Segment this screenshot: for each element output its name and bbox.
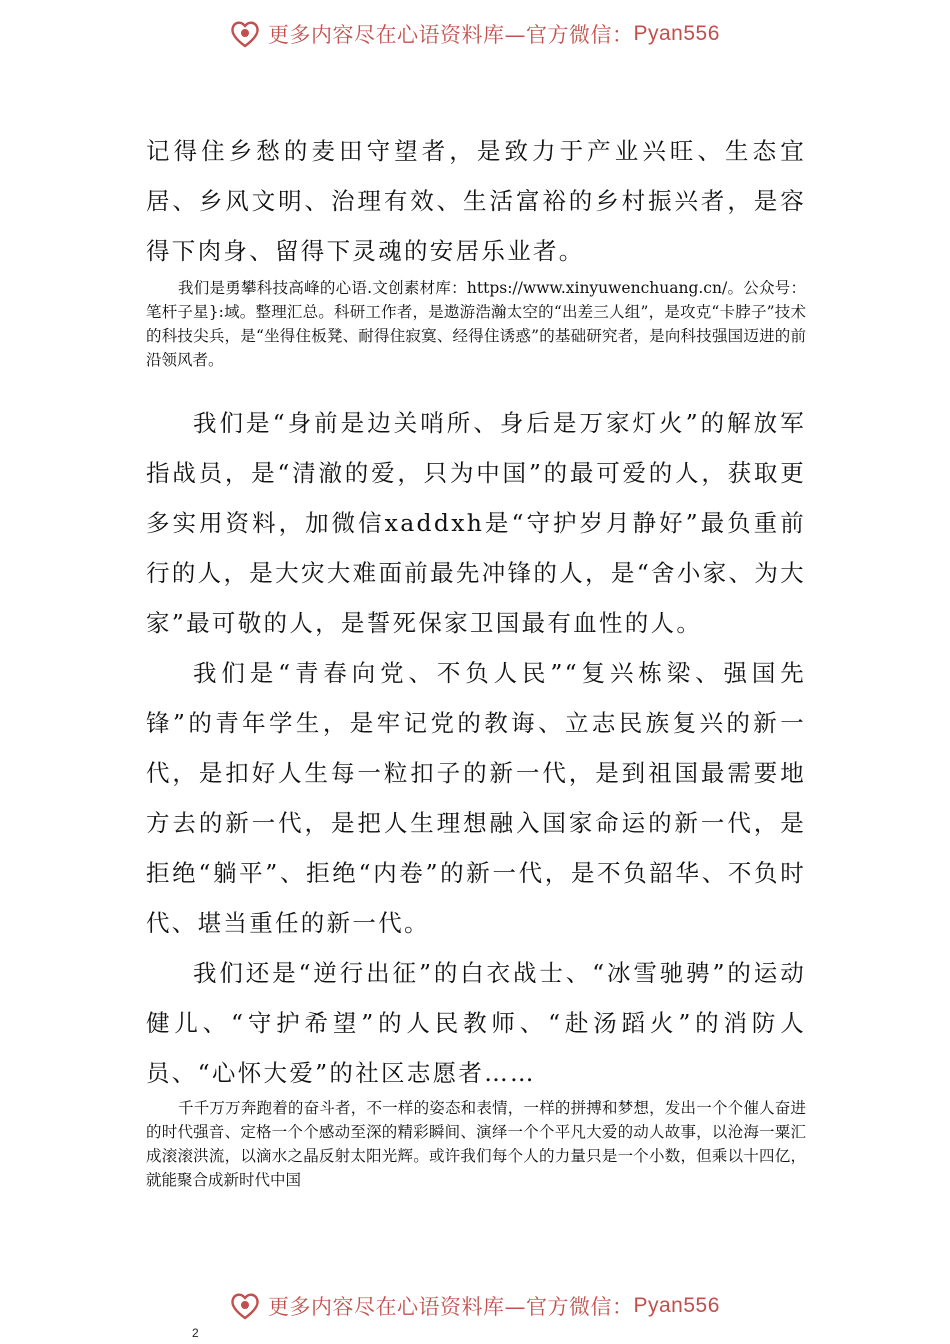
footer-banner-text: 更多内容尽在心语资料库—官方微信： [268,1295,634,1319]
paragraph-4-block [146,648,806,948]
paragraph-2: 我们是勇攀科技高峰的心语.文创素材库：https://www.xinyuwenchuang.cn/。公众号：笔杆子星}:域。整理汇总。科研工作者，是遨游浩瀚太空的“出差三人组”，是攻克“卡脖子”技术的科技尖兵，是“坐得住板凳、耐得住寂寞、经得住诱惑”的基础研究者，是向科技强国迈进的前沿领风者。 [146,279,807,369]
paragraph-1: 记得住乡愁的麦田守望者，是致力于产业兴旺、生态宜居、乡风文明、治理有效、生活富裕的乡村振兴者，是容得下肉身、留得下灵魂的安居乐业者。 [146,137,806,265]
footer-banner [228,1288,748,1324]
paragraph-6: 千千万万奔跑着的奋斗者，不一样的姿态和表情，一样的拼搏和梦想，发出一个个催人奋进的时代强音、定格一个个感动至深的精彩瞬间、演绎一个个平凡大爱的动人故事，以沧海一粟汇成滚滚洪流，以滴水之晶反射太阳光辉。或许我们每个人的力量只是一个小数，但乘以十四亿，就能聚合成新时代中国 [146,1099,806,1189]
heart-logo-icon [228,1289,262,1323]
paragraph-3: 我们是“身前是边关哨所、身后是万家灯火”的解放军指战员，是“清澈的爱，只为中国”的最可爱的人，获取更多实用资料，加微信xaddxh是“守护岁月静好”最负重前行的人，是大灾大难面前最先冲锋的人，是“舍小家、为大家”最可敬的人，是誓死保家卫国最有血性的人。 [146,409,806,637]
page-number: 2 [192,1326,199,1340]
heart-logo-icon [228,17,262,51]
paragraph-5: 我们还是“逆行出征”的白衣战士、“冰雪驰骋”的运动健儿、“守护希望”的人民教师、“赴汤蹈火”的消防人员、“心怀大爱”的社区志愿者…… [146,959,806,1087]
footer-wechat-id: Pyan556 [633,1294,720,1317]
header-banner [228,16,748,52]
header-wechat-id: Pyan556 [633,22,720,45]
paragraph-1-block [146,126,806,276]
paragraph-5-block [146,948,806,1098]
header-banner-text: 更多内容尽在心语资料库—官方微信： [268,23,634,47]
paragraph-2-block [146,276,806,372]
paragraph-3-block [146,398,806,648]
paragraph-4: 我们是“青春向党、不负人民”“复兴栋梁、强国先锋”的青年学生，是牢记党的教诲、立志民族复兴的新一代，是扣好人生每一粒扣子的新一代，是到祖国最需要地方去的新一代，是把人生理想融入国家命运的新一代，是拒绝“躺平”、拒绝“内卷”的新一代，是不负韶华、不负时代、堪当重任的新一代。 [146,659,806,937]
paragraph-6-block [146,1096,806,1192]
